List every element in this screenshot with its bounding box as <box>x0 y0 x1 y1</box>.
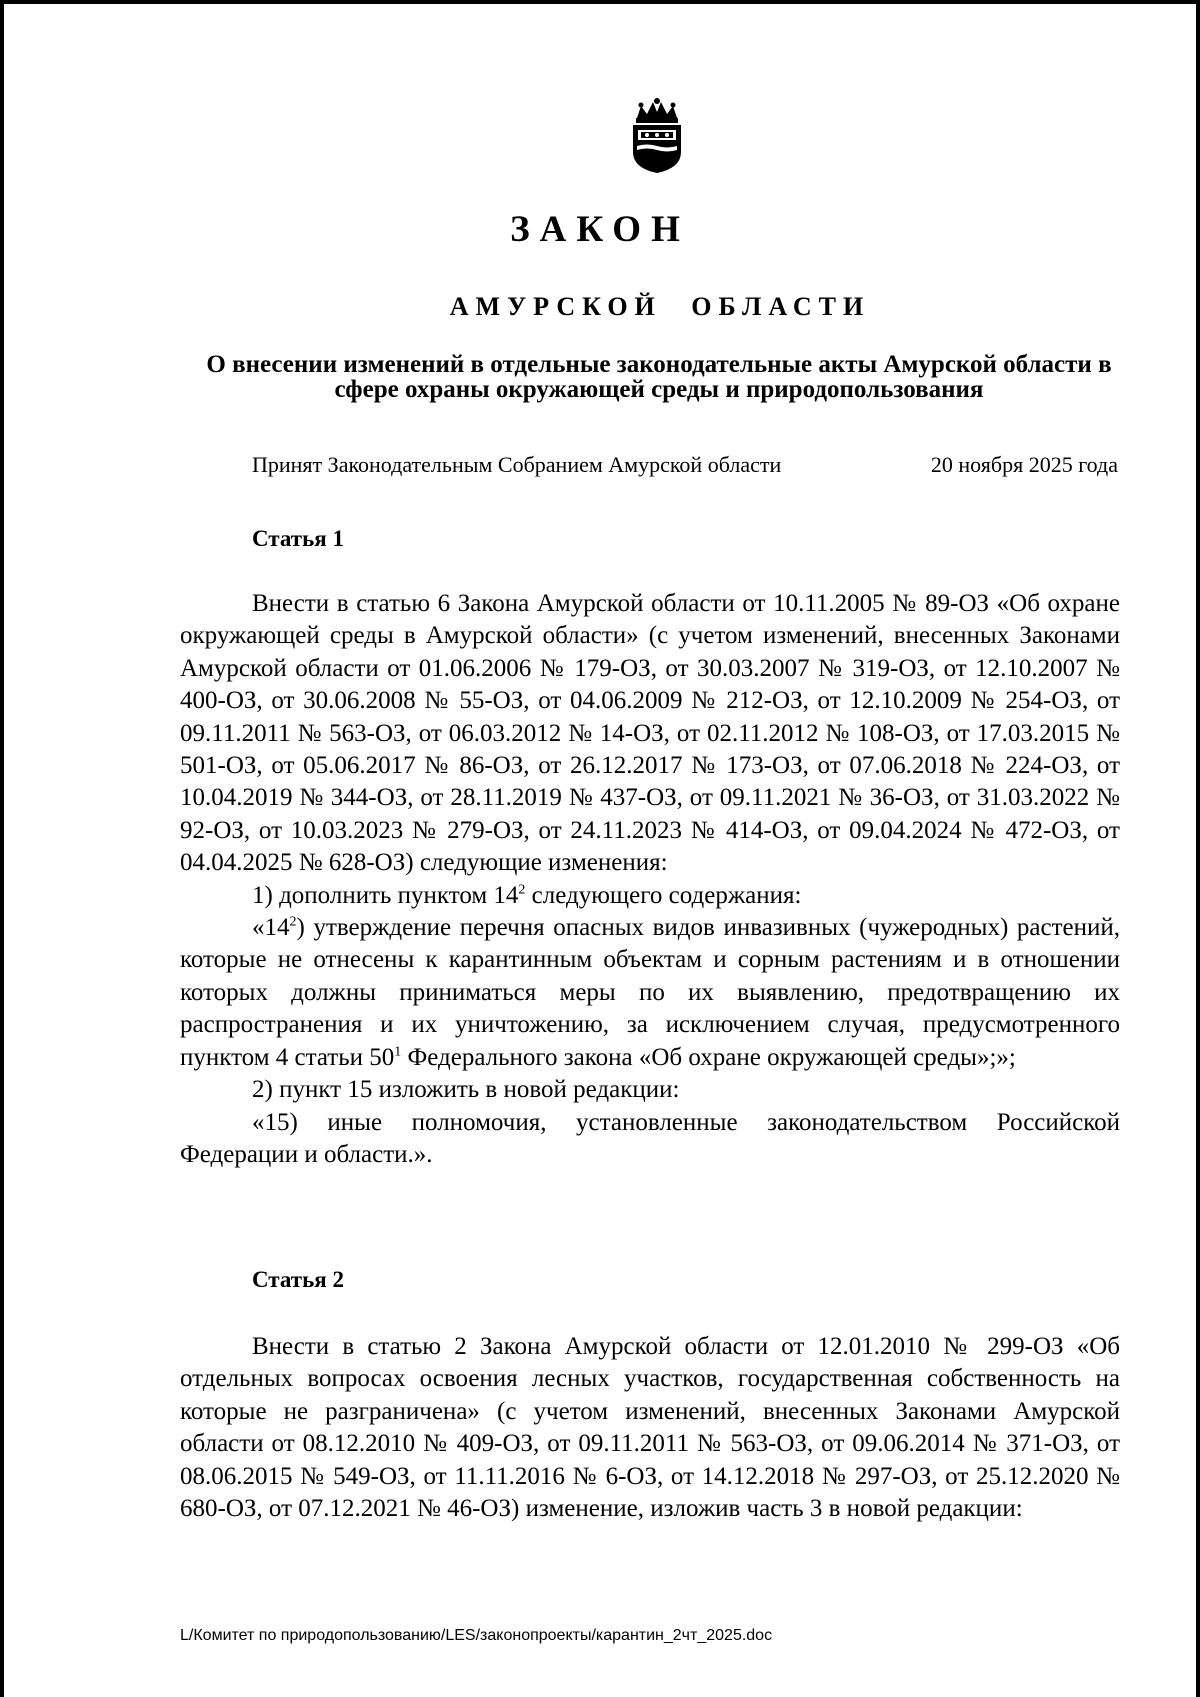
article-2-body <box>180 1331 1120 1525</box>
adoption-line <box>252 450 1118 480</box>
article-1-item-1: 1) дополнить пунктом $14^2$ следующего содержания: <box>252 881 802 909</box>
adopted-date: 20 ноября 2025 года <box>930 452 1118 477</box>
law-name: О внесении изменений в отдельные законодательные акты Амурской области в сфере охраны окружающей среды и природопользования <box>206 351 1112 403</box>
article-1-intro: Внести в статью 6 Закона Амурской области от 10.11.2005 № 89-ОЗ «Об охране окружающей среды в Амурской области» (с учетом изменений, внесенных Законами Амурской области от 01.06.2006 № 179-ОЗ, от 30.03.2007 № 319-ОЗ, от 12.10.2007 № 400-ОЗ, от 30.06.2008 № 55-ОЗ, от 04.06.2009 № 212-ОЗ, от 12.10.2009 № 254-ОЗ, от 09.11.2011 № 563-ОЗ, от 06.03.2012 № 14-ОЗ, от 02.11.2012 № 108-ОЗ, от 17.03.2015 № 501-ОЗ, от 05.06.2017 № 86-ОЗ, от 26.12.2017 № 173-ОЗ, от 07.06.2018 № 224-ОЗ, от 10.04.2019 № 344-ОЗ, от 28.11.2019 № 437-ОЗ, от 09.11.2021 № 36-ОЗ, от 31.03.2022 № 92-ОЗ, от 10.03.2023 № 279-ОЗ, от 24.11.2023 № 414-ОЗ, от 09.04.2024 № 472-ОЗ, от 04.04.2025 № 628-ОЗ) следующие изменения: <box>180 590 1120 877</box>
document-title: ЗАКОН <box>510 209 690 250</box>
coat-of-arms-icon <box>627 96 687 174</box>
page-border-right <box>1196 0 1200 1697</box>
article-1-item-2: 2) пункт 15 изложить в новой редакции: <box>252 1076 680 1104</box>
article-1-quote-1: «$14^2$) утверждение перечня опасных видов инвазивных (чужеродных) растений, которые не отнесены к карантинным объектам и сорным растениям и в отношении которых должны приниматься меры по их выявлению, предотвращению их распространения и их уничтожению, за исключением случая, предусмотренного пунктом 4 статьи $50^1$ Федерального закона «Об охране окружающей среды»;»; <box>180 914 1120 1071</box>
document-subtitle: АМУРСКОЙ ОБЛАСТИ <box>449 292 871 321</box>
article-1-heading: Статья 1 <box>252 526 344 551</box>
file-path-footer: L/Комитет по природопользованию/LES/законопроекты/карантин_2чт_2025.doc <box>180 1627 773 1644</box>
adopted-by: Принят Законодательным Собранием Амурской области <box>252 452 782 477</box>
article-2-intro: Внести в статью 2 Закона Амурской области от 12.01.2010 № 299-ОЗ «Об отдельных вопросах освоения лесных участков, государственная собственность на которые не разграничена» (с учетом изменений, внесенных Законами Амурской области от 08.12.2010 № 409-ОЗ, от 09.11.2011 № 563-ОЗ, от 09.06.2014 № 371-ОЗ, от 08.06.2015 № 549-ОЗ, от 11.11.2016 № 6-ОЗ, от 14.12.2018 № 297-ОЗ, от 25.12.2020 № 680-ОЗ, от 07.12.2021 № 46-ОЗ) изменение, изложив часть 3 в новой редакции: <box>180 1333 1120 1523</box>
article-1-body <box>180 588 1120 1171</box>
article-1-quote-2: «15) иные полномочия, установленные законодательством Российской Федерации и области.». <box>180 1108 1120 1168</box>
article-2-heading: Статья 2 <box>252 1267 344 1292</box>
page-border-top <box>0 0 1200 4</box>
page-border-left <box>0 0 4 1697</box>
